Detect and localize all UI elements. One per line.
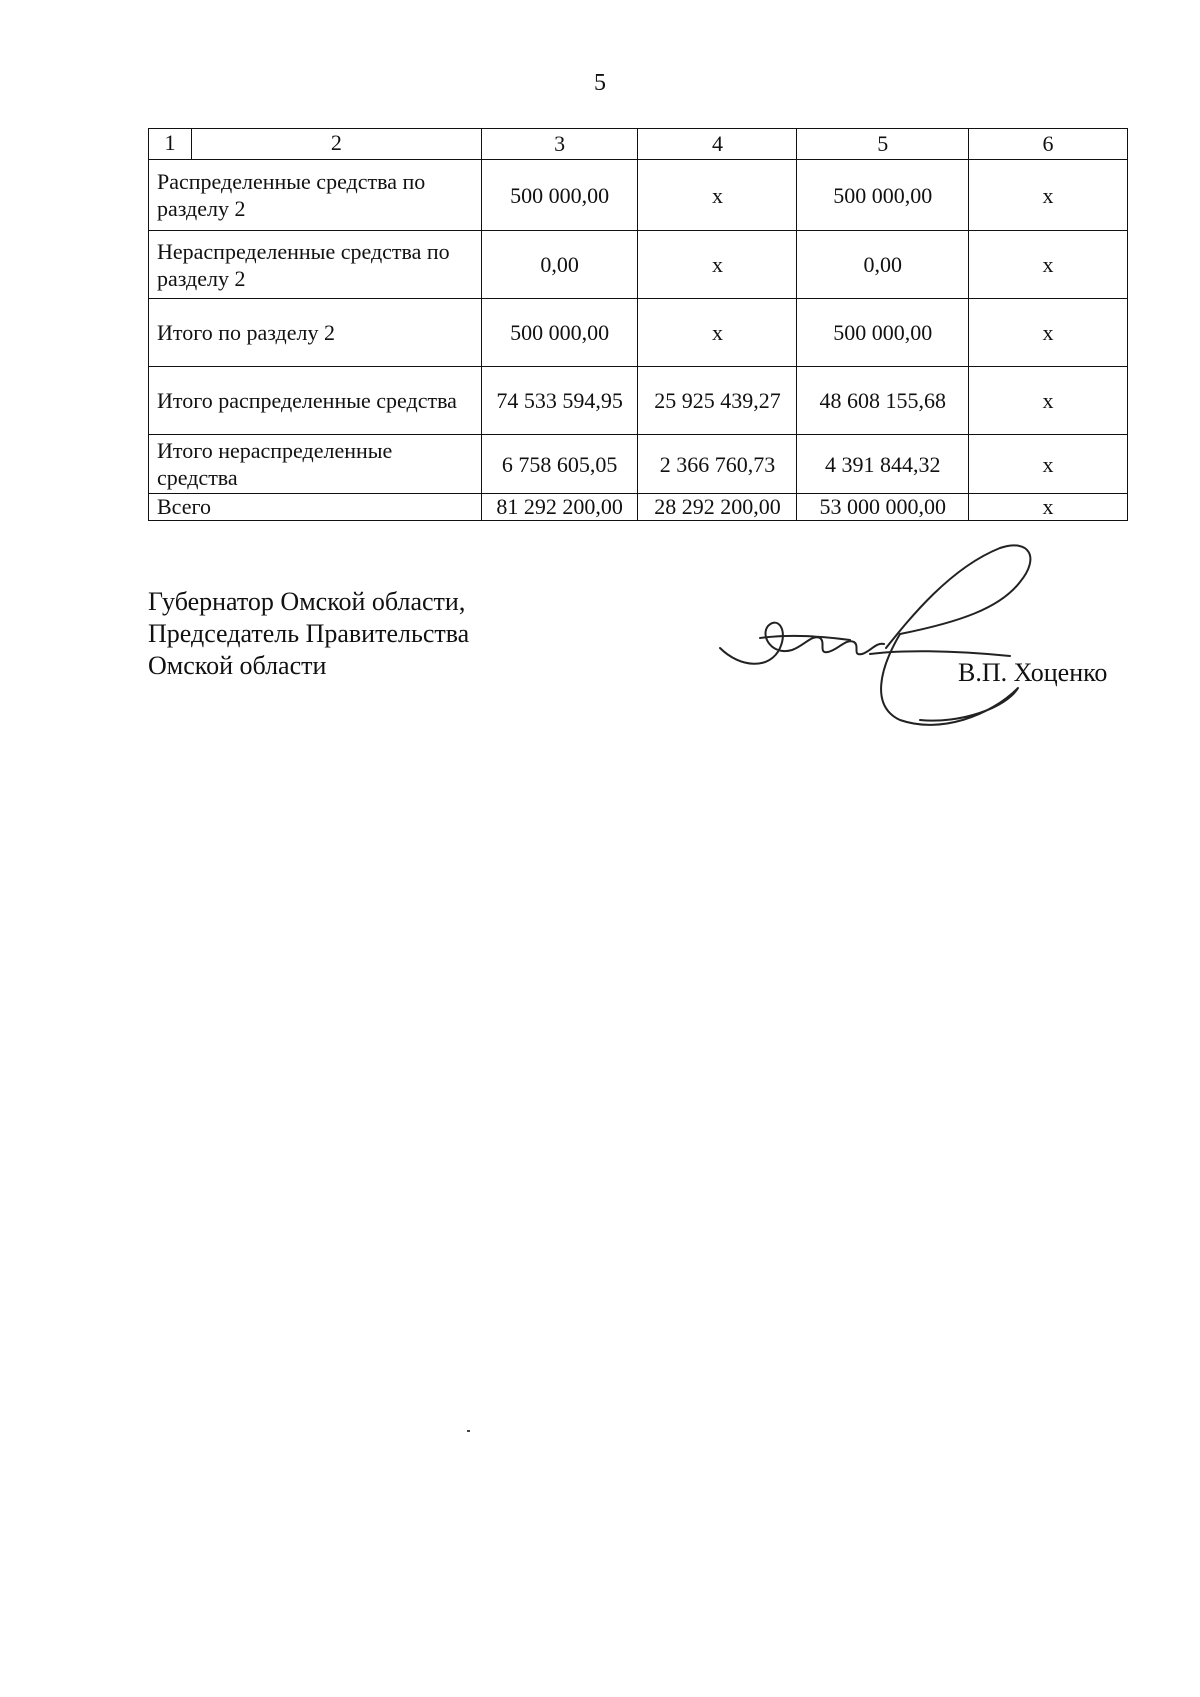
cell-col-4: x xyxy=(638,231,797,299)
signatory-line: Председатель Правительства xyxy=(148,619,470,648)
cell-col-6: x xyxy=(969,299,1128,367)
row-label: Итого по разделу 2 xyxy=(149,299,482,367)
row-label: Нераспределенные средства по разделу 2 xyxy=(149,231,482,299)
budget-table xyxy=(148,128,1128,521)
cell-col-4: x xyxy=(638,299,797,367)
cell-col-5: 4 391 844,32 xyxy=(797,435,969,494)
table-row xyxy=(149,160,1128,231)
cell-col-4: 25 925 439,27 xyxy=(638,367,797,435)
table-row xyxy=(149,367,1128,435)
row-label: Итого распределенные средства xyxy=(149,367,482,435)
cell-col-3: 6 758 605,05 xyxy=(481,435,638,494)
table-row xyxy=(149,231,1128,299)
header-col-5: 5 xyxy=(797,129,969,160)
row-label: Всего xyxy=(149,494,482,521)
signatory-title xyxy=(148,586,469,682)
cell-col-3: 0,00 xyxy=(481,231,638,299)
cell-col-3: 74 533 594,95 xyxy=(481,367,638,435)
cell-col-5: 53 000 000,00 xyxy=(797,494,969,521)
cell-col-6: x xyxy=(969,367,1128,435)
signer-name: В.П. Хоценко xyxy=(958,658,1108,687)
header-col-1: 1 xyxy=(149,129,192,159)
header-col-6: 6 xyxy=(969,129,1128,160)
cell-col-5: 500 000,00 xyxy=(797,160,969,231)
table-header-row xyxy=(149,129,1128,160)
scan-speck xyxy=(467,1430,470,1432)
cell-col-3: 81 292 200,00 xyxy=(481,494,638,521)
cell-col-6: x xyxy=(969,231,1128,299)
cell-col-5: 500 000,00 xyxy=(797,299,969,367)
cell-col-6: x xyxy=(969,435,1128,494)
header-col-4: 4 xyxy=(638,129,797,160)
table-row-total xyxy=(149,494,1128,521)
cell-col-6: x xyxy=(969,160,1128,231)
signatory-line: Губернатор Омской области, xyxy=(148,587,466,616)
row-label: Распределенные средства по разделу 2 xyxy=(149,160,482,231)
header-col-3: 3 xyxy=(481,129,638,160)
cell-col-6: x xyxy=(969,494,1128,521)
row-label: Итого нераспределенные средства xyxy=(149,435,482,494)
cell-col-4: 28 292 200,00 xyxy=(638,494,797,521)
page-number: 5 xyxy=(594,70,606,96)
signatory-line: Омской области xyxy=(148,651,327,680)
cell-col-3: 500 000,00 xyxy=(481,299,638,367)
cell-col-3: 500 000,00 xyxy=(481,160,638,231)
header-col-2: 2 xyxy=(330,130,342,155)
cell-col-5: 0,00 xyxy=(797,231,969,299)
cell-col-4: x xyxy=(638,160,797,231)
cell-col-5: 48 608 155,68 xyxy=(797,367,969,435)
table-row xyxy=(149,299,1128,367)
table-row xyxy=(149,435,1128,494)
header-cell-1-2 xyxy=(149,129,482,160)
cell-col-4: 2 366 760,73 xyxy=(638,435,797,494)
handwritten-signature xyxy=(700,538,1060,738)
